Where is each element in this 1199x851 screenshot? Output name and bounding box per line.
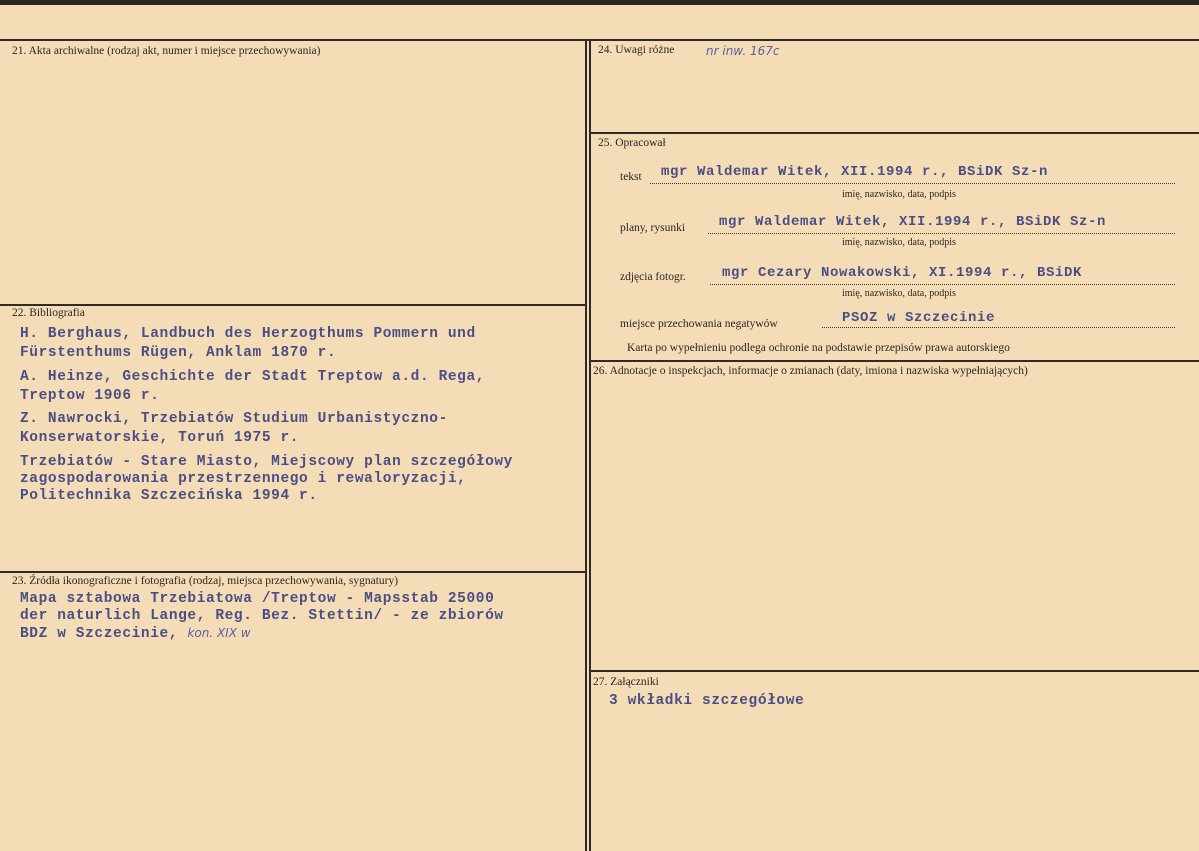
- vertical-divider-left: [585, 39, 587, 851]
- text-author-label: tekst: [620, 171, 642, 183]
- divider-22-23: [0, 571, 586, 573]
- negatives-value: PSOZ w Szczecinie: [842, 310, 996, 326]
- iconography-text: Mapa sztabowa Trzebiatowa /Treptow - Mapsstab 25000 der naturlich Lange, Reg. Bez. Stettin/ - ze zbiorów BDZ w Szczecinie, kon. XIX w: [20, 591, 504, 642]
- text-author-line: [650, 183, 1175, 184]
- text-author-value: mgr Waldemar Witek, XII.1994 r., BSiDK Sz-n: [661, 164, 1049, 180]
- field-21-label: 21. Akta archiwalne (rodzaj akt, numer i miejsce przechowywania): [12, 45, 321, 57]
- drawings-author-label: plany, rysunki: [620, 222, 686, 234]
- photos-author-caption: imię, nazwisko, data, podpis: [842, 288, 956, 299]
- field-27-label: 27. Załączniki: [593, 676, 659, 688]
- divider-24-25: [590, 132, 1199, 134]
- divider-21-22: [0, 304, 586, 306]
- divider-25-26: [590, 360, 1199, 362]
- divider-26-27: [590, 670, 1199, 672]
- drawings-author-line: [708, 233, 1175, 234]
- bibliography-entry: A. Heinze, Geschichte der Stadt Treptow a.d. Rega, Treptow 1906 r.: [20, 369, 486, 404]
- drawings-author-caption: imię, nazwisko, data, podpis: [842, 237, 956, 248]
- attachments-value: 3 wkładki szczegółowe: [609, 693, 805, 709]
- negatives-line: [822, 327, 1175, 328]
- scan-edge: [0, 0, 1199, 5]
- copyright-note: Karta po wypełnieniu podlega ochronie na podstawie przepisów prawa autorskiego: [627, 342, 1010, 354]
- bibliography-entry: Trzebiatów - Stare Miasto, Miejscowy plan szczegółowy zagospodarowania przestrzennego i rewaloryzacji, Politechnika Szczecińska 1994 r.: [20, 454, 513, 504]
- drawings-author-value: mgr Waldemar Witek, XII.1994 r., BSiDK Sz-n: [719, 214, 1107, 230]
- handwritten-inventory-note: nr inw. 167c: [706, 44, 780, 58]
- bibliography-entry: H. Berghaus, Landbuch des Herzogthums Pommern und Fürstenthums Rügen, Anklam 1870 r.: [20, 326, 476, 361]
- photos-author-line: [710, 284, 1175, 285]
- top-border: [0, 39, 1199, 41]
- photos-author-value: mgr Cezary Nowakowski, XI.1994 r., BSiDK: [722, 265, 1083, 281]
- field-23-label: 23. Źródła ikonograficzne i fotografia (rodzaj, miejsca przechowywania, sygnatury): [12, 575, 399, 587]
- bibliography-entry: Z. Nawrocki, Trzebiatów Studium Urbanistyczno- Konserwatorskie, Toruń 1975 r.: [20, 411, 448, 446]
- field-24-label: 24. Uwagi różne: [598, 44, 675, 56]
- vertical-divider-mid: [589, 39, 591, 851]
- negatives-label: miejsce przechowania negatywów: [620, 318, 778, 330]
- field-22-label: 22. Bibliografia: [12, 307, 85, 319]
- field-26-label: 26. Adnotacje o inspekcjach, informacje o zmianach (daty, imiona i nazwiska wypełniających): [593, 365, 1028, 377]
- handwritten-note: kon. XIX w: [187, 626, 251, 640]
- photos-author-label: zdjęcia fotogr.: [620, 271, 686, 283]
- text-author-caption: imię, nazwisko, data, podpis: [842, 189, 956, 200]
- field-25-label: 25. Opracował: [598, 137, 666, 149]
